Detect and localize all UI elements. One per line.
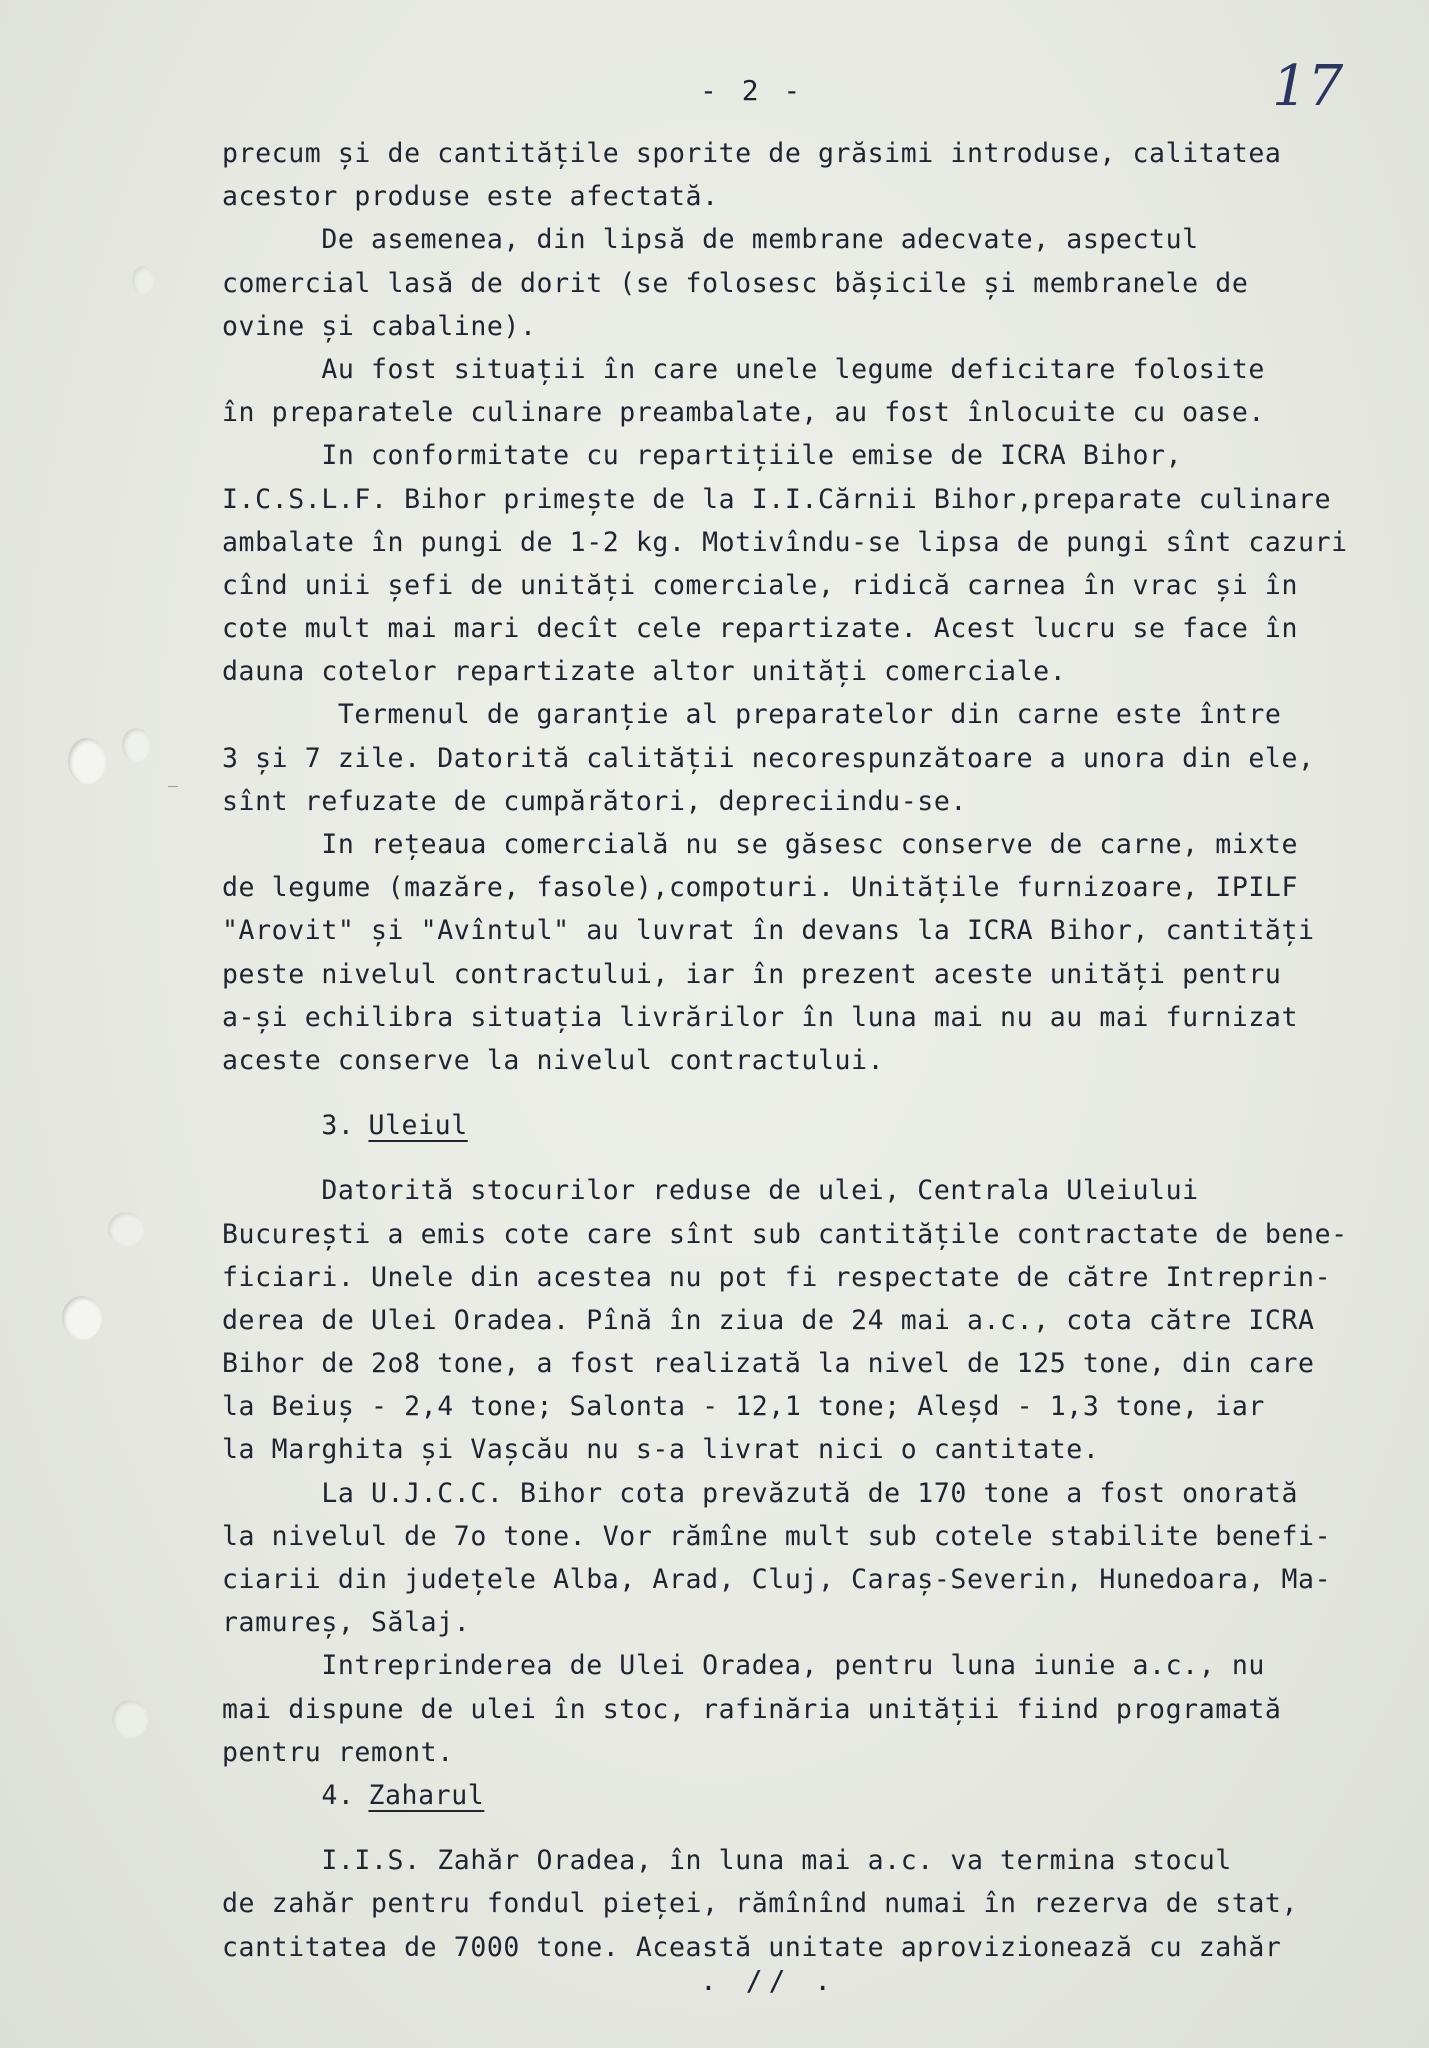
section-number: 3.	[321, 1110, 355, 1142]
text-line: dauna cotelor repartizate altor unități comerciale.	[222, 656, 1067, 688]
text-line: cînd unii șefi de unități comerciale, ridică carnea în vrac și în	[222, 569, 1299, 601]
margin-mark	[168, 786, 178, 787]
text-line: aceste conserve la nivelul contractului.	[222, 1044, 885, 1076]
text-line: sînt refuzate de cumpărători, depreciindu-se.	[222, 785, 967, 817]
punch-hole-mark	[108, 1212, 144, 1246]
text-line: La U.J.C.C. Bihor cota prevăzută de 170 tone a fost onorată	[222, 1477, 1299, 1509]
text-line: de zahăr pentru fondul pieței, rămînînd numai în rezerva de stat,	[222, 1888, 1299, 1920]
text-line: la nivelul de 7o tone. Vor rămîne mult sub cotele stabilite benefi-	[222, 1520, 1332, 1552]
page-number: - 2 -	[700, 74, 805, 107]
handwritten-folio-number: 17	[1272, 54, 1344, 119]
text-line: pentru remont.	[222, 1736, 454, 1768]
body-text	[222, 132, 1412, 1969]
text-line: De asemenea, din lipsă de membrane adecvate, aspectul	[222, 224, 1199, 256]
text-line: la Beiuș - 2,4 tone; Salonta - 12,1 tone; Aleșd - 1,3 tone, iar	[222, 1391, 1265, 1423]
punch-hole	[68, 738, 106, 784]
text-line: cantitatea de 7000 tone. Această unitate aprovizionează cu zahăr	[222, 1931, 1282, 1963]
text-line: In conformitate cu repartițiile emise de ICRA Bihor,	[222, 440, 1183, 472]
text-line: derea de Ulei Oradea. Pînă în ziua de 24 mai a.c., cota către ICRA	[222, 1304, 1315, 1336]
text-line: de legume (mazăre, fasole),compoturi. Unitățile furnizoare, IPILF	[222, 872, 1299, 904]
text-line: ramureș, Sălaj.	[222, 1607, 471, 1639]
section-heading-uleiul	[222, 1104, 1412, 1147]
text-line: acestor produse este afectată.	[222, 181, 719, 213]
punch-hole-mark	[112, 1700, 148, 1738]
punch-hole-mark	[132, 266, 154, 294]
section-title: Zaharul	[368, 1779, 485, 1811]
text-line: comercial lasă de dorit (se folosesc bășicile și membranele de	[222, 267, 1249, 299]
text-line: mai dispune de ulei în stoc, rafinăria unității fiind programată	[222, 1693, 1282, 1725]
section-number: 4.	[321, 1779, 355, 1811]
text-line: 3 și 7 zile. Datorită calității necorespunzătoare a unora din ele,	[222, 742, 1315, 774]
text-line: la Marghita și Vașcău nu s-a livrat nici o cantitate.	[222, 1434, 1100, 1466]
text-line: Au fost situații în care unele legume deficitare folosite	[222, 353, 1265, 385]
text-line: I.I.S. Zahăr Oradea, în luna mai a.c. va termina stocul	[222, 1845, 1232, 1877]
continuation-mark: . // .	[700, 1964, 838, 1997]
text-line: Termenul de garanție al preparatelor din carne este între	[222, 699, 1282, 731]
punch-hole	[62, 1296, 102, 1340]
section-title: Uleiul	[368, 1110, 468, 1142]
section-heading-zaharul	[222, 1774, 1412, 1817]
punch-hole-mark	[122, 728, 150, 762]
text-line: ciarii din județele Alba, Arad, Cluj, Caraș-Severin, Hunedoara, Ma-	[222, 1564, 1332, 1595]
text-line: Intreprinderea de Ulei Oradea, pentru luna iunie a.c., nu	[222, 1650, 1265, 1682]
text-line: I.C.S.L.F. Bihor primește de la I.I.Cărnii Bihor,preparate culinare	[222, 483, 1332, 515]
text-line: Datorită stocurilor reduse de ulei, Centrala Uleiului	[222, 1175, 1199, 1207]
text-line: peste nivelul contractului, iar în prezent aceste unități pentru	[222, 958, 1282, 990]
text-line: cote mult mai mari decît cele repartizate. Acest lucru se face în	[222, 613, 1299, 645]
text-line: ficiari. Unele din acestea nu pot fi respectate de către Intreprin-	[222, 1261, 1332, 1293]
text-line: "Arovit" și "Avîntul" au luvrat în devans la ICRA Bihor, cantități	[222, 915, 1315, 947]
text-line: ambalate în pungi de 1-2 kg. Motivîndu-se lipsa de pungi sînt cazuri	[222, 526, 1348, 558]
text-line: Bihor de 2o8 tone, a fost realizată la nivel de 125 tone, din care	[222, 1348, 1315, 1380]
text-line: ovine și cabaline).	[222, 310, 537, 342]
text-line: în preparatele culinare preambalate, au fost înlocuite cu oase.	[222, 397, 1265, 429]
text-line: a-și echilibra situația livrărilor în luna mai nu au mai furnizat	[222, 1001, 1299, 1033]
text-line: precum și de cantitățile sporite de grăsimi introduse, calitatea	[222, 138, 1282, 169]
text-line: In rețeaua comercială nu se găsesc conserve de carne, mixte	[222, 829, 1299, 860]
text-line: București a emis cote care sînt sub cantitățile contractate de bene-	[222, 1218, 1348, 1250]
